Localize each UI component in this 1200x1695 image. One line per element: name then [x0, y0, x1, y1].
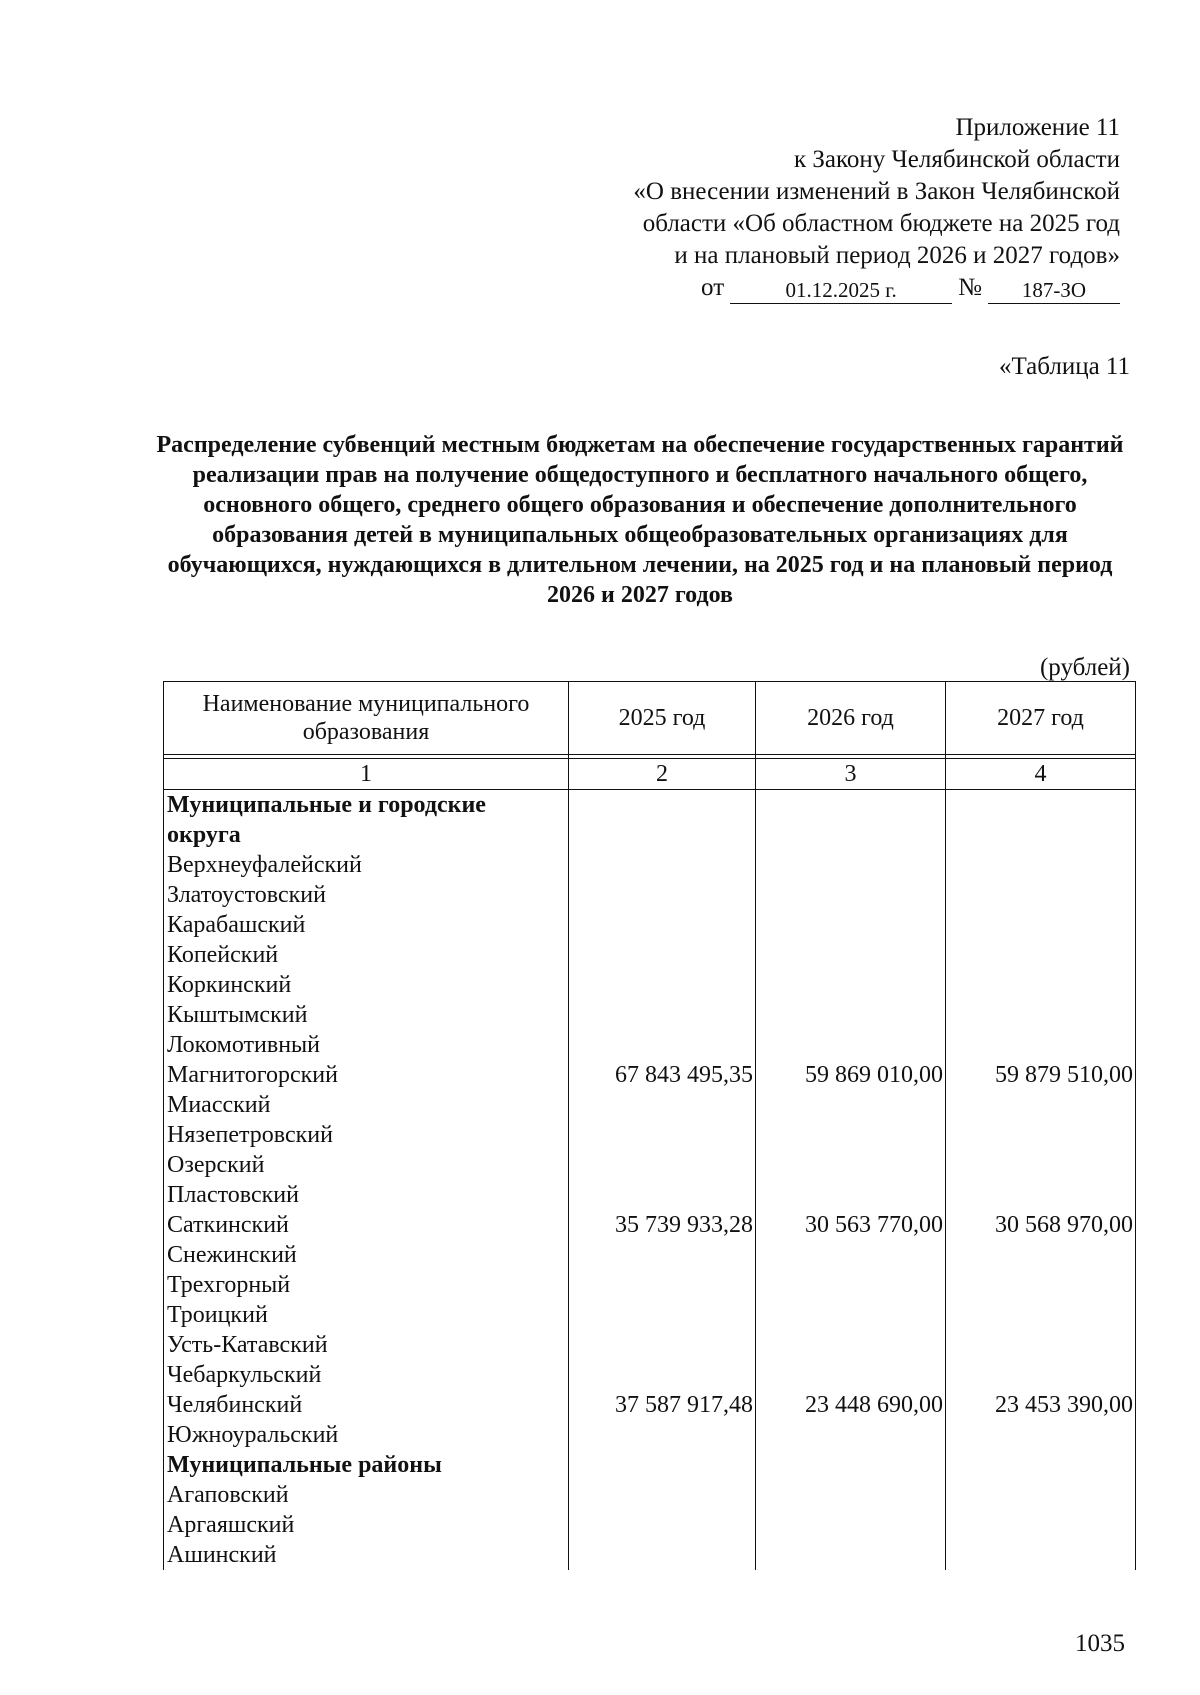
row-name: Усть-Катавский — [164, 1330, 569, 1360]
row-name: Муниципальные районы — [164, 1450, 569, 1480]
table-row — [164, 1240, 1136, 1270]
value-2026 — [756, 1300, 946, 1330]
value-2025 — [569, 1360, 756, 1390]
table-row — [164, 1270, 1136, 1300]
table-row — [164, 1150, 1136, 1180]
value-2025 — [569, 940, 756, 970]
row-name: Миасский — [164, 1090, 569, 1120]
value-2027 — [946, 1300, 1136, 1330]
table-row — [164, 940, 1136, 970]
value-2026 — [756, 970, 946, 1000]
law-reference-line: к Закону Челябинской области — [794, 146, 1120, 173]
from-label: от — [701, 274, 725, 301]
value-2026 — [756, 1120, 946, 1150]
value-2025 — [569, 1300, 756, 1330]
row-name: Озерский — [164, 1150, 569, 1180]
value-2025 — [569, 1270, 756, 1300]
row-name: Южноуральский — [164, 1420, 569, 1450]
value-2026 — [756, 940, 946, 970]
value-2026 — [756, 790, 946, 820]
row-name: Троицкий — [164, 1300, 569, 1330]
header-2025: 2025 год — [569, 682, 756, 755]
row-name: Нязепетровский — [164, 1120, 569, 1150]
value-2025 — [569, 820, 756, 850]
value-2026 — [756, 1510, 946, 1540]
value-2027 — [946, 1360, 1136, 1390]
value-2026 — [756, 1030, 946, 1060]
value-2026 — [756, 820, 946, 850]
value-2026 — [756, 1270, 946, 1300]
value-2025 — [569, 1480, 756, 1510]
value-2026 — [756, 1240, 946, 1270]
value-2027 — [946, 1540, 1136, 1570]
table-row — [164, 880, 1136, 910]
value-2027 — [946, 880, 1136, 910]
table-row — [164, 1510, 1136, 1540]
column-number-3: 3 — [756, 759, 946, 790]
value-2027 — [946, 1480, 1136, 1510]
value-2027 — [946, 1420, 1136, 1450]
value-2025 — [569, 1120, 756, 1150]
value-2027 — [946, 1240, 1136, 1270]
column-number-1: 1 — [164, 759, 569, 790]
row-name: Муниципальные и городские — [164, 790, 569, 820]
row-name: Челябинский — [164, 1390, 569, 1420]
value-2027 — [946, 1120, 1136, 1150]
table-row — [164, 1000, 1136, 1030]
page-number: 1035 — [1075, 1630, 1125, 1657]
header-2027: 2027 год — [946, 682, 1136, 755]
table-row — [164, 1330, 1136, 1360]
table-row — [164, 910, 1136, 940]
value-2025 — [569, 790, 756, 820]
value-2026 — [756, 1360, 946, 1390]
value-2027: 23 453 390,00 — [946, 1390, 1136, 1420]
table-row — [164, 1420, 1136, 1450]
value-2026: 59 869 010,00 — [756, 1060, 946, 1090]
row-name: Саткинский — [164, 1210, 569, 1240]
table-row — [164, 1090, 1136, 1120]
row-name: Трехгорный — [164, 1270, 569, 1300]
table-row — [164, 1360, 1136, 1390]
value-2025 — [569, 970, 756, 1000]
value-2027 — [946, 850, 1136, 880]
value-2027 — [946, 1030, 1136, 1060]
value-2026 — [756, 1420, 946, 1450]
row-name: Аргаяшский — [164, 1510, 569, 1540]
table-header — [163, 681, 1136, 790]
value-2025 — [569, 1450, 756, 1480]
value-2025 — [569, 880, 756, 910]
value-2025 — [569, 1330, 756, 1360]
units-label: (рублей) — [1039, 654, 1130, 681]
table-row — [164, 1180, 1136, 1210]
column-number-4: 4 — [946, 759, 1136, 790]
value-2026 — [756, 910, 946, 940]
distribution-table — [163, 681, 1135, 1570]
table-row — [164, 1210, 1136, 1240]
row-name: Коркинский — [164, 970, 569, 1000]
column-number-2: 2 — [569, 759, 756, 790]
value-2027 — [946, 1180, 1136, 1210]
header-2026: 2026 год — [756, 682, 946, 755]
law-number: 187-ЗО — [988, 277, 1120, 304]
value-2027 — [946, 1090, 1136, 1120]
table-row — [164, 1450, 1136, 1480]
value-2025 — [569, 850, 756, 880]
value-2025: 67 843 495,35 — [569, 1060, 756, 1090]
value-2025 — [569, 1510, 756, 1540]
value-2027 — [946, 940, 1136, 970]
row-name: Агаповский — [164, 1480, 569, 1510]
value-2026 — [756, 1540, 946, 1570]
value-2025 — [569, 1030, 756, 1060]
table-label: «Таблица 11 — [999, 353, 1130, 380]
value-2026 — [756, 1450, 946, 1480]
value-2025 — [569, 1000, 756, 1030]
law-title-line-3: и на плановый период 2026 и 2027 годов» — [674, 242, 1120, 269]
value-2027 — [946, 970, 1136, 1000]
value-2027 — [946, 910, 1136, 940]
row-name: Верхнеуфалейский — [164, 850, 569, 880]
value-2025: 35 739 933,28 — [569, 1210, 756, 1240]
value-2027 — [946, 1000, 1136, 1030]
row-name: Карабашский — [164, 910, 569, 940]
value-2025 — [569, 1150, 756, 1180]
header-municipality: Наименование муниципального образования — [164, 682, 569, 755]
value-2026 — [756, 1480, 946, 1510]
law-date: 01.12.2025 г. — [730, 277, 952, 304]
value-2025 — [569, 1240, 756, 1270]
value-2025 — [569, 1540, 756, 1570]
table-row — [164, 970, 1136, 1000]
table-row — [164, 850, 1136, 880]
value-2025 — [569, 1180, 756, 1210]
value-2027 — [946, 790, 1136, 820]
value-2026 — [756, 1180, 946, 1210]
value-2025 — [569, 910, 756, 940]
value-2026 — [756, 850, 946, 880]
value-2027 — [946, 820, 1136, 850]
value-2026 — [756, 1330, 946, 1360]
value-2026 — [756, 1000, 946, 1030]
document-title: Распределение субвенций местным бюджетам на обеспечение государственных гарантий реализации прав на получение общедоступного и бесплатного начального общего, основного общего, среднего общего образования и обеспечение дополнительного образования детей в муниципальных общеобразовательных организациях для обучающихся, нуждающихся в длительном лечении, на 2025 год и на плановый период 2026 и 2027 годов — [156, 432, 1124, 608]
value-2026: 30 563 770,00 — [756, 1210, 946, 1240]
number-label: № — [958, 274, 982, 301]
row-name: округа — [164, 820, 569, 850]
value-2027 — [946, 1150, 1136, 1180]
table-row — [164, 1480, 1136, 1510]
table-row — [164, 1540, 1136, 1570]
appendix-header — [560, 112, 1120, 304]
table-row — [164, 1300, 1136, 1330]
value-2026 — [756, 1150, 946, 1180]
row-name: Копейский — [164, 940, 569, 970]
value-2027 — [946, 1510, 1136, 1540]
law-title-line-1: «О внесении изменений в Закон Челябинской — [633, 178, 1120, 205]
appendix-label: Приложение 11 — [955, 114, 1120, 141]
date-number-line — [560, 272, 1120, 304]
row-name: Кыштымский — [164, 1000, 569, 1030]
value-2027: 59 879 510,00 — [946, 1060, 1136, 1090]
table-row — [164, 1120, 1136, 1150]
table-row — [164, 820, 1136, 850]
table-body — [163, 790, 1136, 1570]
value-2027 — [946, 1450, 1136, 1480]
row-name: Златоустовский — [164, 880, 569, 910]
value-2027 — [946, 1330, 1136, 1360]
value-2026 — [756, 880, 946, 910]
value-2026 — [756, 1090, 946, 1120]
table-row — [164, 790, 1136, 820]
row-name: Чебаркульский — [164, 1360, 569, 1390]
table-row — [164, 1390, 1136, 1420]
row-name: Снежинский — [164, 1240, 569, 1270]
row-name: Локомотивный — [164, 1030, 569, 1060]
value-2027 — [946, 1270, 1136, 1300]
row-name: Магнитогорский — [164, 1060, 569, 1090]
law-title-line-2: области «Об областном бюджете на 2025 год — [642, 210, 1120, 237]
value-2026: 23 448 690,00 — [756, 1390, 946, 1420]
row-name: Пластовский — [164, 1180, 569, 1210]
value-2025 — [569, 1420, 756, 1450]
value-2025 — [569, 1090, 756, 1120]
value-2027: 30 568 970,00 — [946, 1210, 1136, 1240]
row-name: Ашинский — [164, 1540, 569, 1570]
value-2025: 37 587 917,48 — [569, 1390, 756, 1420]
table-row — [164, 1060, 1136, 1090]
table-row — [164, 1030, 1136, 1060]
